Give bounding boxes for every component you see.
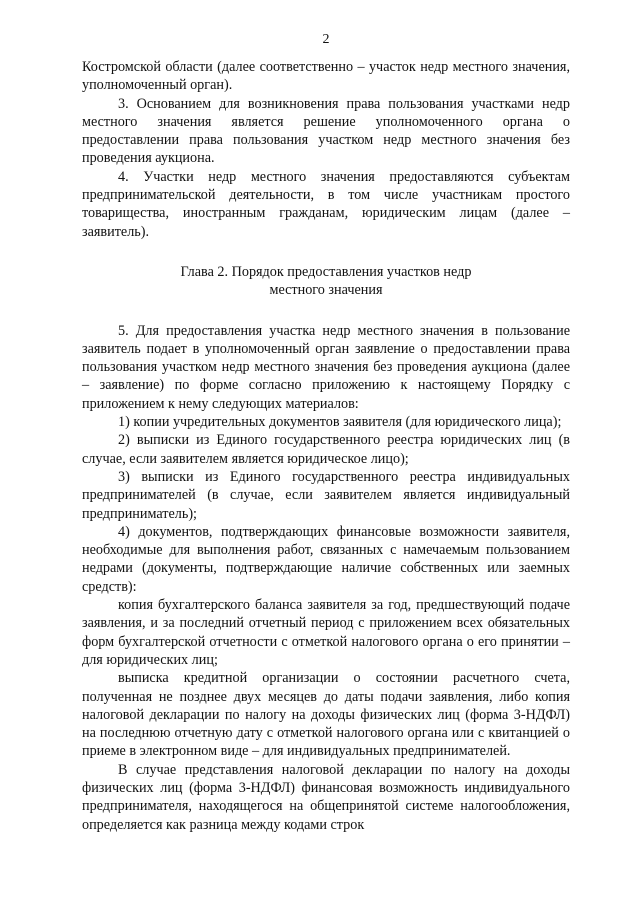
sub-item-bank-statement: выписка кредитной организации о состоянии расчетного счета, полученная не позднее двух месяцев до даты подачи заявления, либо копия налоговой декларации по налогу на доходы физических лиц (форма 3-НДФЛ) на последнюю отчетную дату с отметкой налогового органа или с квитанцией о приеме в электронном виде – для индивидуальных предпринимателей. xyxy=(82,670,570,760)
chapter-heading xyxy=(82,263,570,300)
paragraph-item-3: 3. Основанием для возникновения права пользования участками недр местного значения является решение уполномоченного органа о предоставлении права пользования участком недр местного значения без проведения аукциона. xyxy=(82,95,570,167)
list-item-1: 1) копии учредительных документов заявителя (для юридического лица); xyxy=(118,414,562,431)
list-item-4: 4) документов, подтверждающих финансовые возможности заявителя, необходимые для выполнения работ, связанных с намечаемым пользованием недрами (документы, подтверждающие наличие собственных или заемных средств): xyxy=(82,523,570,595)
paragraph-item-5: 5. Для предоставления участка недр местного значения в пользование заявитель подает в уполномоченный орган заявление о предоставлении права пользования участком недр местного значения без проведения аукциона (далее – заявление) по форме согласно приложению к настоящему Порядку с приложением к нему следующих материалов: xyxy=(82,322,570,412)
sub-item-balance: копия бухгалтерского баланса заявителя за год, предшествующий подаче заявления, и за последний отчетный период с приложением всех обязательных форм бухгалтерской отчетности с отметкой налогового органа о его принятии – для юридических лиц; xyxy=(82,597,570,668)
list-item-3: 3) выписки из Единого государственного реестра индивидуальных предпринимателей (в случае, если заявителем является индивидуальный предприниматель); xyxy=(82,468,570,522)
paragraph-tax-declaration: В случае представления налоговой декларации по налогу на доходы физических лиц (форма 3-НДФЛ) финансовая возможность индивидуального предпринимателя, находящегося на общепринятой системе налогообложения, определяется как разница между кодами строк xyxy=(82,761,570,833)
list-item-2: 2) выписки из Единого государственного реестра юридических лиц (в случае, если заявителем является юридическое лицо); xyxy=(82,432,570,467)
page-number: 2 xyxy=(322,32,330,47)
chapter-heading-line-2: местного значения xyxy=(269,282,383,299)
chapter-heading-line-1: Глава 2. Порядок предоставления участков недр xyxy=(180,263,472,280)
paragraph-continuation: Костромской области (далее соответственно – участок недр местного значения, уполномоченный орган). xyxy=(82,59,570,94)
paragraph-item-4: 4. Участки недр местного значения предоставляются субъектам предпринимательской деятельности, в том числе участникам простого товарищества, иностранным гражданам, юридическим лицам (далее – заявитель). xyxy=(82,168,570,240)
